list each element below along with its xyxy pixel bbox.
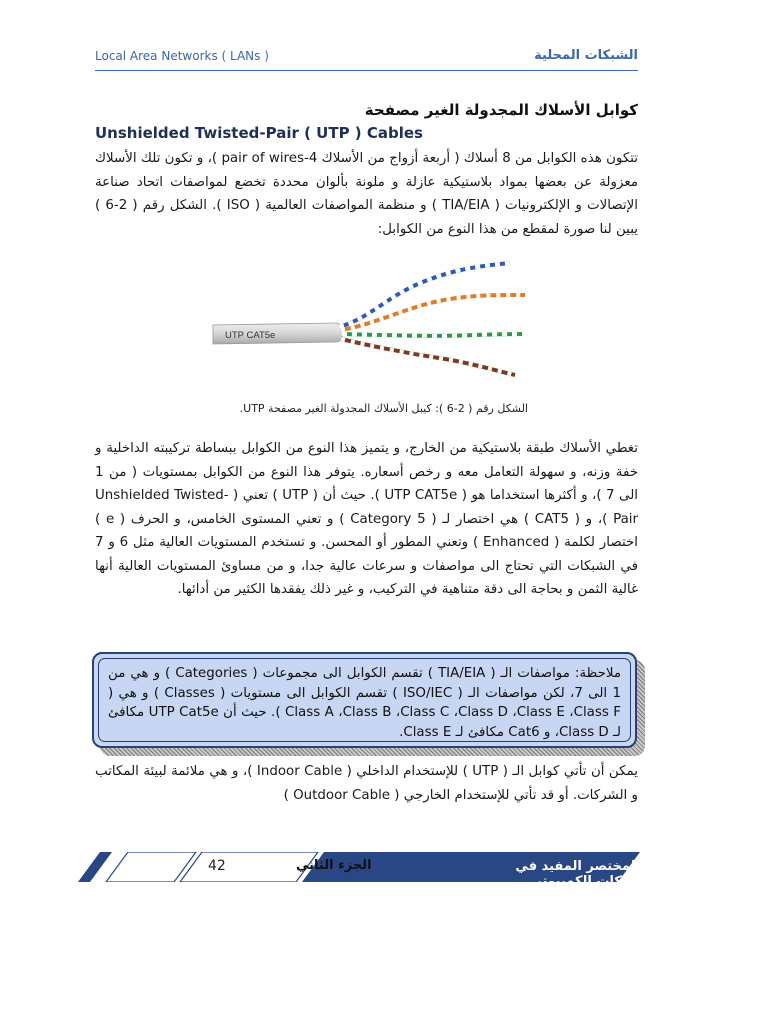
page-number: 42: [208, 858, 226, 874]
header-english-title: Local Area Networks ( LANs ): [95, 49, 269, 63]
note-text: ملاحظة: مواصفات الـ ( TIA/EIA ) تقسم الكوابل الى مجموعات ( Categories ) و هي من 1 الى 7، لكن مواصفات الـ ( ISO/IEC ) تقسم الكوابل الى مستويات ( Classes ) و هي ( Class A ،Class B ،Class C ،Class D ،Class E ،Class F ). حيث أن UTP Cat5e مكافئ لـ Class D، و Cat6 مكافئ لـ Class E.: [108, 666, 621, 740]
figure-caption: الشكل رقم ( 2-6 ): كيبل الأسلاك المجدولة الغير مصفحة UTP.: [239, 402, 528, 415]
note-box: [92, 652, 637, 748]
section-title-english: Unshielded Twisted-Pair ( UTP ) Cables: [95, 124, 423, 142]
cable-print-label: UTP CAT5e: [225, 330, 276, 341]
utp-cable-figure: [205, 253, 535, 383]
section-title-arabic: كوابل الأسلاك المجدولة الغير مصفحة: [364, 101, 638, 119]
utp-cable-image: [205, 253, 535, 383]
page-header: [95, 46, 638, 71]
paragraph-utp-description: تغطي الأسلاك طبقة بلاستيكية من الخارج، و يتميز هذا النوع من الكوابل ببساطة تركيبته الداخلية و خفة وزنه، و سهولة التعامل معه و رخص أسعاره. يتوفر هذا النوع من الكوابل بمستويات ( من 1 الى 7 )، و أكثرها استخداما هو ( UTP CAT5e ). حيث أن ( UTP ) تعني ( Unshielded Twisted-Pair )، و ( CAT5 ) هي اختصار لـ ( Category 5 ) و تعني المستوى الخامس، و الحرف ( e ) اختصار لكلمة ( Enhanced ) وتعني المطور أو المحسن. و تستخدم المستويات العالية مثل 6 و 7 في الشبكات التي تحتاج الى مواصفات و سرعات عالية جدا، و من مساوئ المستويات العالية أنها غالية الثمن و بحاجة الى دقة متناهية في التركيب، و غير ذلك يفقدها الكثير من أدائها.: [95, 441, 639, 597]
footer-part-label: الجزء الثاني: [296, 858, 372, 873]
paragraph-indoor-outdoor: يمكن أن تأتي كوابل الـ ( UTP ) للإستخدام الداخلي ( Indoor Cable )، و هي ملائمة لبيئة المكاتب و الشركات. أو قد تأتي للإستخدام الخارجي ( Outdoor Cable ): [95, 764, 638, 803]
page-footer: [78, 852, 640, 889]
paragraph-intro: تتكون هذه الكوابل من 8 أسلاك ( أربعة أزواج من الأسلاك 4-pair of wires )، و تكون تلك الأسلاك معزولة عن بعضها بمواد بلاستيكية عازلة و ملونة بألوان محددة تخضع لمواصفات اتحاد صناعة الإتصالات و الإلكترونيات ( TIA/EIA ) و منظمة المواصفات العالمية ( ISO ). الشكل رقم ( 2-6 ) يبين لنا صورة لمقطع من هذا النوع من الكوابل:: [95, 151, 639, 237]
header-arabic-title: الشبكات المحلية: [534, 48, 638, 63]
footer-book-title: المختصر المفيد في شبكات الكمبيوتر: [515, 859, 640, 889]
